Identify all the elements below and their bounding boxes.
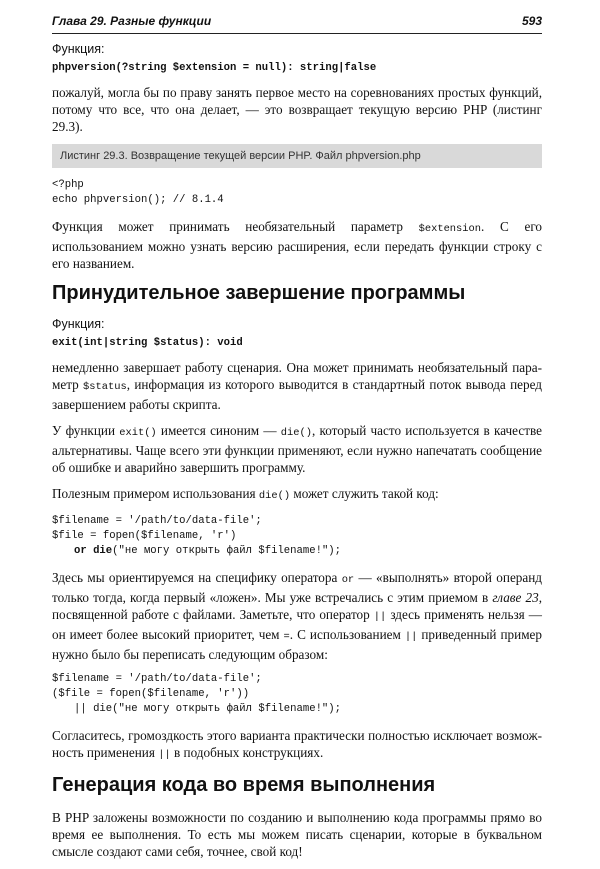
listing-caption: Листинг 29.3. Возвращение текущей версии PHP. Файл phpversion.php xyxy=(52,144,542,168)
function-label: Функция: xyxy=(52,317,105,331)
function-signature: phpversion(?string $extension = null): string|false xyxy=(52,62,377,74)
paragraph: пожалуй, могла бы по праву занять первое место на соревнованиях простых функций, потому что все, что она делает, — это возвращает текущую версию PHP (листинг 29.3). xyxy=(52,85,542,134)
section-heading: Генерация кода во время выполнения xyxy=(52,774,436,796)
code-line: echo phpversion(); // 8.1.4 xyxy=(52,194,224,206)
function-label: Функция: xyxy=(52,42,105,56)
code-block xyxy=(52,178,542,208)
paragraph: Полезным примером использования die() может служить такой код: xyxy=(52,486,439,502)
function-signature: exit(int|string $status): void xyxy=(52,337,243,349)
header-rule xyxy=(52,33,542,34)
paragraph: немедленно завершает работу сценария. Она может принимать необязательный параметр $status, информация из которого выводится в стандартный поток вывода перед завершением работы скрипта. xyxy=(52,360,542,412)
paragraph: Здесь мы ориентируемся на специфику оператора or — «выполнять» второй операнд только тогда, когда первый «ложен». Мы уже встречались с этим приемом в главе 23, посвященной работе с файлами. Заметьте, что оператор || здесь применять нельзя — он имеет более высокий приоритет, чем =. С использованием || приведенный пример нужно было бы переписать следующим образом: xyxy=(52,570,543,662)
chapter-title: Глава 29. Разные функции xyxy=(52,14,212,28)
page-body xyxy=(52,42,542,869)
paragraph: Согласитесь, громоздкость этого варианта практически полностью исключает возможность применения || в подобных конструкциях. xyxy=(52,728,542,761)
paragraph: Функция может принимать необязательный параметр $extension. С его использованием можно узнать версию расширения, если передать функции строку с его названием. xyxy=(52,219,543,271)
paragraph: У функции exit() имеется синоним — die(), который часто используется в качестве альтернативы. Чаще всего эти функции применяют, если нужно напечатать сообщение об ошибке и аварийно завершить программу. xyxy=(52,423,542,475)
section-heading: Принудительное завершение программы xyxy=(52,282,466,304)
code-block: $filename = '/path/to/data-file'; ($file = fopen($filename, 'r')) || die("не могу открыть файл $filename!"); xyxy=(52,673,342,715)
running-header xyxy=(52,14,542,32)
page-number: 593 xyxy=(521,14,542,28)
paragraph: В PHP заложены возможности по созданию и выполнению кода программы прямо во время ее выполнения. То есть мы можем писать сценарии, которые в буквальном смысле создают сами себя, точнее, свой код! xyxy=(52,810,542,859)
code-block: $filename = '/path/to/data-file'; $file = fopen($filename, 'r') or die("не могу открыть файл $filename!"); xyxy=(52,515,342,557)
code-line: <?php xyxy=(52,179,84,191)
